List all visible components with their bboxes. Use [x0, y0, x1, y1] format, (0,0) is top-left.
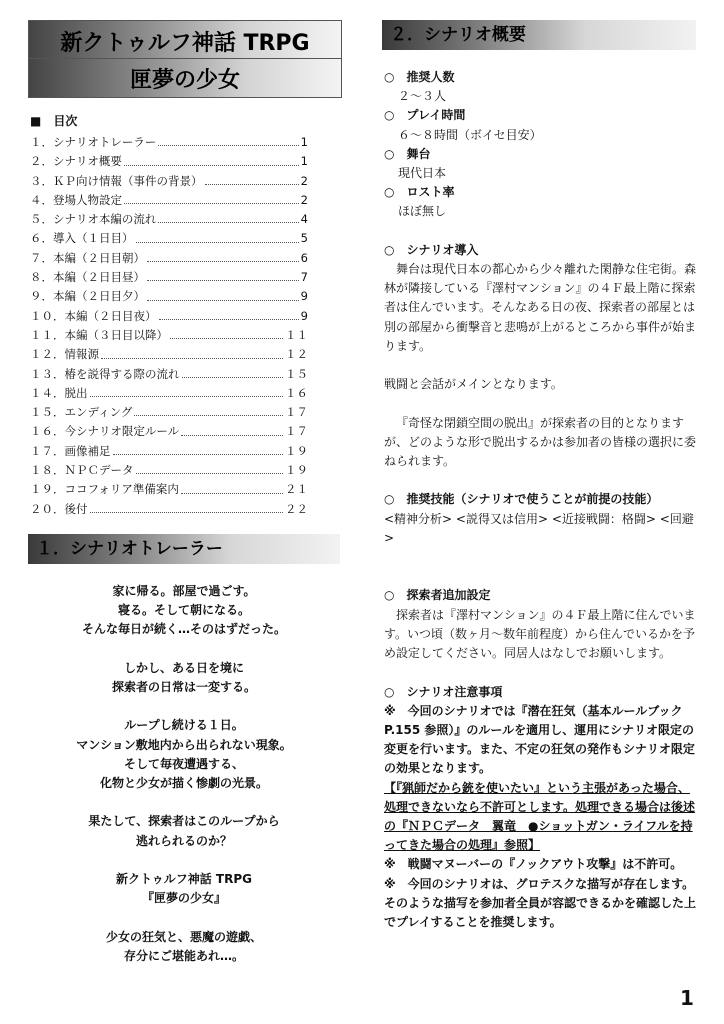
toc-item[interactable]: [30, 191, 308, 210]
intro-text: 舞台は現代日本の都心から少々離れた閑静な住宅街。森林が隣接している『澤村マンション』の４Ｆ最上階に探索者は住んでいます。そんなある日の夜、探索者の部屋とは別の部屋から衝撃音と悲鳴が上がるところから事件が始まります。: [384, 262, 697, 353]
toc-leader: [124, 152, 299, 165]
section-heading-trailer: １．シナリオトレーラー: [28, 534, 340, 564]
toc-item-page: 1: [300, 135, 308, 149]
skills-label: ○ 推奨技能（シナリオで使うことが前提の技能）: [384, 492, 659, 507]
trailer-line: [28, 640, 340, 659]
trailer-line: 家に帰る。部屋で過ごす。: [112, 584, 256, 598]
note-madness: ※ 今回のシナリオでは『潜在狂気（基本ルールブックP.155 参照）』のルールを適用し、運用にシナリオ限定の変更を行います。また、不定の狂気の発作もシナリオ限定の効果となります。: [384, 703, 695, 776]
title-banner: [28, 20, 342, 98]
toc-item-label: １６．今シナリオ限定ルール: [30, 424, 180, 439]
trailer-line: 果たして、探索者はこのループから: [88, 814, 280, 829]
toc-item-label: １３．椿を説得する際の流れ: [30, 366, 180, 381]
toc-item-label: ４．登場人物設定: [30, 192, 122, 207]
trailer-line: ループし続ける１日。: [124, 718, 244, 733]
toc-item-label: ９．本編（２日目夕）: [30, 289, 145, 304]
toc-item-page: １７: [285, 424, 308, 439]
trailer-line: 化物と少女が描く惨劇の光景。: [99, 776, 268, 791]
trailer-line: [28, 793, 340, 812]
toc-leader: [134, 403, 283, 416]
toc-item-label: １．シナリオトレーラー: [30, 135, 157, 149]
toc-item[interactable]: [30, 461, 308, 480]
toc-item-label: １７．画像補足: [30, 443, 111, 458]
toc-item-page: 9: [300, 308, 308, 323]
table-of-contents: [30, 133, 308, 519]
toc-item[interactable]: [30, 210, 308, 229]
toc-leader: [147, 268, 299, 281]
toc-item-label: ２．シナリオ概要: [30, 154, 122, 169]
title-divider: [29, 58, 341, 59]
toc-item-page: １５: [285, 366, 308, 381]
skills-text: <精神分析> <説得又は信用> <近接戦闘：格闘> <回避>: [384, 511, 694, 545]
note-knockout: ※ 戦闘マヌーバーの『ノックアウト攻撃』は不許可。: [384, 857, 683, 872]
toc-item-page: 5: [300, 231, 308, 246]
toc-leader: [90, 500, 284, 513]
trailer-line: 寝る。そして朝になる。: [117, 603, 250, 618]
toc-item-label: １２．情報源: [30, 347, 99, 362]
toc-item[interactable]: [30, 403, 308, 422]
spacer: [384, 548, 698, 567]
title-line-1: 新クトゥルフ神話 TRPG: [60, 31, 310, 56]
spacer: [384, 471, 698, 490]
battle-text: 戦闘と会話がメインとなります。: [384, 377, 563, 392]
toc-item-page: 9: [300, 289, 308, 304]
toc-item[interactable]: [30, 326, 308, 345]
toc-item[interactable]: [30, 152, 308, 171]
toc-item[interactable]: [30, 422, 308, 441]
stage-value: 現代日本: [398, 166, 447, 181]
toc-item[interactable]: [30, 133, 308, 152]
toc-leader: [90, 384, 284, 397]
trailer-line: そんな毎日が続く…そのはずだった。: [81, 622, 286, 637]
toc-leader: [170, 326, 283, 339]
toc-item-label: ７．本編（２日目朝）: [30, 250, 145, 265]
trailer-line: [28, 697, 340, 716]
toc-item[interactable]: [30, 365, 308, 384]
title-line-2: 匣夢の少女: [129, 68, 240, 93]
trailer-text: [28, 582, 340, 966]
trailer-line: 『匣夢の少女』: [141, 891, 226, 906]
toc-leader: [158, 133, 298, 146]
intro-label: ○ シナリオ導入: [384, 242, 479, 257]
toc-item[interactable]: [30, 384, 308, 403]
spacer: [384, 222, 698, 241]
trailer-line: [28, 851, 340, 870]
toc-item-page: １７: [285, 405, 308, 420]
toc-leader: [113, 442, 284, 455]
toc-item-label: １１．本編（３日目以降）: [30, 327, 168, 342]
stage-label: ○ 舞台: [384, 146, 431, 161]
toc-item[interactable]: [30, 500, 308, 519]
toc-item-label: １０．本編（２日目夜）: [30, 308, 157, 323]
section-heading-overview: ２．シナリオ概要: [382, 20, 696, 50]
trailer-line: 新クトゥルフ神話 TRPG: [116, 872, 252, 887]
trailer-line: そして毎夜遭遇する、: [123, 756, 244, 771]
trailer-line: マンション敷地内から出られない現象。: [76, 737, 292, 752]
toc-leader: [147, 287, 299, 300]
lost-value: ほぼ無し: [398, 204, 447, 219]
note-gun: 【『猟師だから銃を使いたい』という主張があった場合、処理できないなら不許可とします。処理できる場合は後述の『ＮＰＣデータ 翼竜 ●ショットガン・ライフルを持ってきた場合の処理』参照】: [384, 780, 696, 853]
toc-leader: [181, 480, 283, 493]
toc-item-label: ２０．後付: [30, 501, 88, 516]
toc-item[interactable]: [30, 229, 308, 248]
toc-leader: [136, 461, 284, 474]
time-value: ６～８時間（ボイセ目安）: [398, 127, 542, 142]
toc-item-page: 2: [300, 173, 308, 188]
page-number: 1: [680, 986, 694, 1010]
toc-heading: ■ 目次: [30, 114, 78, 128]
trailer-line: 逃れられるのか？: [135, 833, 232, 848]
toc-leader: [147, 249, 299, 262]
toc-item-label: １５．エンディング: [30, 405, 133, 420]
trailer-line: しかし、ある日を境に: [123, 660, 244, 675]
players-label: ○ 推奨人数: [384, 70, 455, 84]
toc-item[interactable]: [30, 172, 308, 191]
toc-leader: [124, 191, 299, 204]
goal-text: 『奇怪な閉鎖空間の脱出』が探索者の目的となりますが、どのような形で脱出するかは参加者の皆様の選択に委ねられます。: [384, 415, 697, 469]
time-label: ○ プレイ時間: [384, 108, 466, 123]
toc-item[interactable]: [30, 480, 308, 499]
notes-label: ○ シナリオ注意事項: [384, 684, 503, 699]
toc-item-page: ２２: [285, 501, 308, 516]
toc-item[interactable]: [30, 307, 308, 326]
toc-item-label: ８．本編（２日目昼）: [30, 270, 145, 285]
toc-item[interactable]: [30, 345, 308, 364]
spacer: [384, 663, 698, 682]
overview-body: [384, 68, 698, 932]
lost-label: ○ ロスト率: [384, 185, 455, 200]
toc-leader: [136, 229, 299, 242]
toc-item-label: １８．ＮＰＣデータ: [30, 463, 134, 478]
toc-leader: [158, 210, 298, 223]
toc-item-page: 1: [300, 154, 308, 169]
toc-item-page: 7: [300, 270, 308, 285]
toc-item-label: ５．シナリオ本編の流れ: [30, 212, 157, 227]
toc-item[interactable]: [30, 249, 308, 268]
toc-item[interactable]: [30, 268, 308, 287]
toc-item-page: １６: [285, 385, 308, 400]
trailer-line: 存分にご堪能あれ…。: [123, 948, 244, 963]
toc-leader: [159, 307, 299, 320]
players-value: ２～３人: [398, 89, 447, 104]
toc-item-page: １１: [285, 327, 308, 342]
toc-item-page: １９: [285, 463, 308, 478]
toc-item[interactable]: [30, 287, 308, 306]
toc-item-page: １２: [285, 347, 308, 362]
toc-item-page: 6: [300, 250, 308, 265]
toc-leader: [182, 365, 284, 378]
setting-text: 探索者は『澤村マンション』の４Ｆ最上階に住んでいます。いつ頃（数ヶ月～数年前程度）から住んでいるかを予め設定してください。同居人はなしでお願いします。: [384, 607, 696, 661]
spacer: [384, 567, 698, 586]
toc-leader: [181, 422, 283, 435]
toc-item[interactable]: [30, 442, 308, 461]
trailer-line: 探索者の日常は一変する。: [111, 680, 256, 695]
toc-item-label: ６．導入（１日目）: [30, 231, 134, 246]
note-grotesque: ※ 今回のシナリオは、グロテスクな描写が存在します。そのような描写を参加者全員が容認できるかを確認した上でプレイすることを推奨します。: [384, 876, 697, 929]
toc-item-label: １４．脱出: [30, 385, 88, 400]
toc-item-page: 2: [300, 192, 308, 207]
spacer: [384, 356, 698, 375]
toc-item-page: ２１: [285, 482, 308, 497]
toc-item-page: １９: [285, 443, 308, 458]
toc-item-label: ３．ＫＰ向け情報（事件の背景）: [30, 173, 203, 188]
setting-label: ○ 探索者追加設定: [384, 588, 491, 603]
spacer: [384, 394, 698, 413]
trailer-line: [28, 908, 340, 927]
toc-leader: [101, 345, 283, 358]
toc-item-label: １９．ココフォリア準備案内: [30, 482, 179, 497]
trailer-line: 少女の狂気と、悪魔の遊戯、: [105, 929, 262, 944]
toc-item-page: 4: [300, 212, 308, 227]
toc-leader: [205, 172, 299, 185]
